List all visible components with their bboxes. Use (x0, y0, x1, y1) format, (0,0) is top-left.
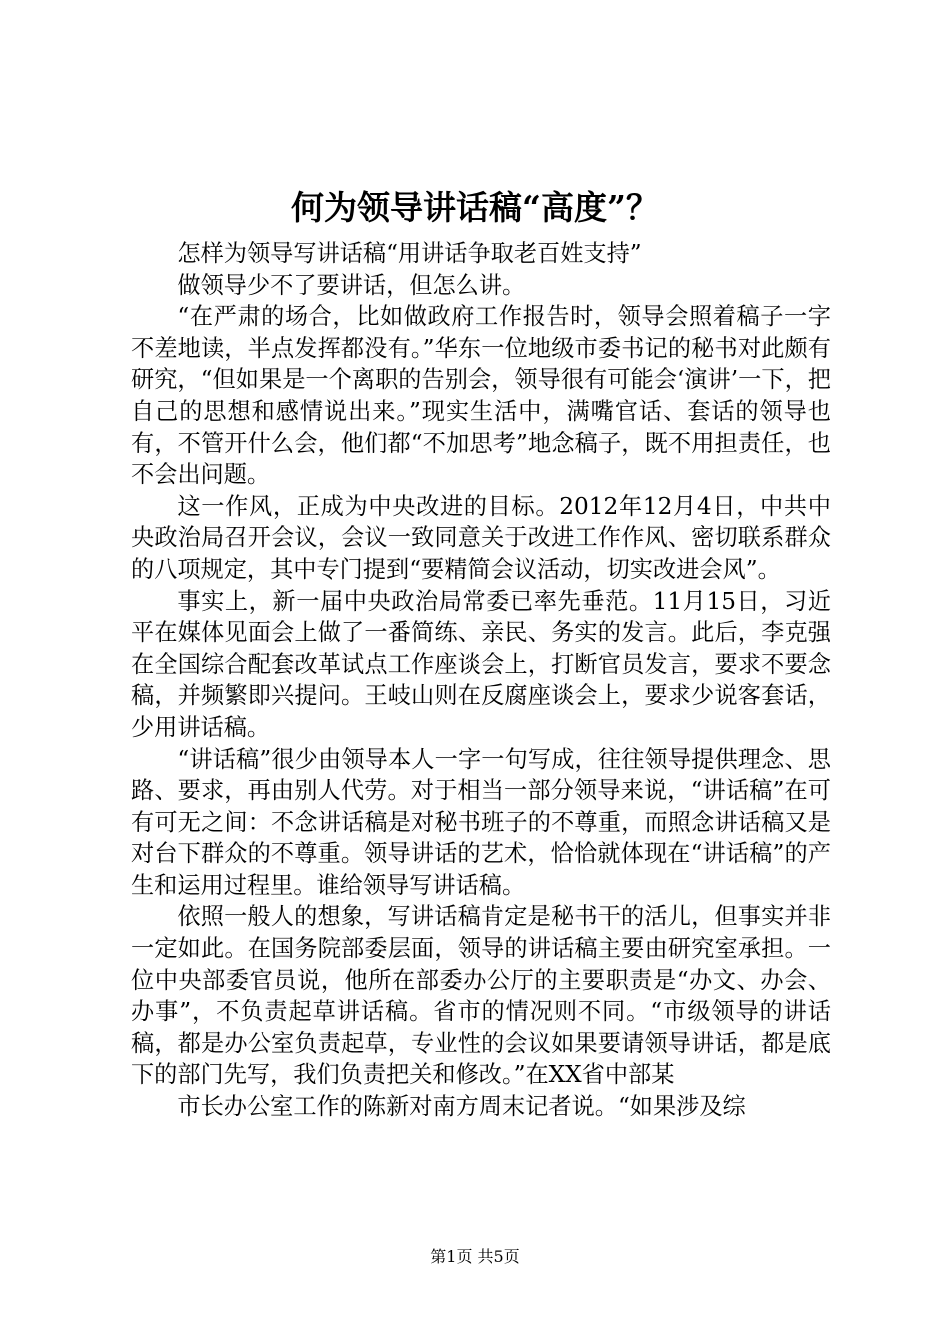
page-footer: 第1页 共5页 (430, 1247, 520, 1266)
paragraph: 怎样为领导写讲话稿“用讲话争取老百姓支持” (177, 240, 642, 267)
document-body (131, 238, 831, 1123)
paragraph: 市长办公室工作的陈新对南方周末记者说。“如果涉及综 (177, 1093, 746, 1121)
paragraph: 做领导少不了要讲话，但怎么讲。 (177, 271, 526, 299)
paragraph: “讲话稿”很少由领导本人一字一句写成，往往领导提供理念、思路、要求，再由别人代劳。对于相当一部分领导来说，“讲话稿”在可有可无之间：不念讲话稿是对秘书班子的不尊重，而照念讲话稿又是对台下群众的不尊重。领导讲话的艺术，恰恰就体现在“讲话稿”的产生和运用过程里。谁给领导写讲话稿。 (131, 745, 831, 899)
document-title: 何为领导讲话稿“高度”？ (291, 188, 659, 227)
paragraph: 依照一般人的想象，写讲话稿肯定是秘书干的活儿，但事实并非一定如此。在国务院部委层面，领导的讲话稿主要由研究室承担。一位中央部委官员说，他所在部委办公厅的主要职责是“办文、办会、办事”，不负责起草讲话稿。省市的情况则不同。“市级领导的讲话稿，都是办公室负责起草，专业性的会议如果要请领导讲话，都是底下的部门先写，我们负责把关和修改。”在XX省中部某 (131, 903, 831, 1089)
paragraph: “在严肃的场合，比如做政府工作报告时，领导会照着稿子一字不差地读，半点发挥都没有。”华东一位地级市委书记的秘书对此颇有研究，“但如果是一个离职的告别会，领导很有可能会‘演讲’一下，把自己的思想和感情说出来。”现实生活中，满嘴官话、套话的领导也有，不管开什么会，他们都“不加思考”地念稿子，既不用担责任，也不会出问题。 (131, 303, 831, 489)
paragraph: 这一作风，正成为中央改进的目标。2012年12月4日，中共中央政治局召开会议，会议一致同意关于改进工作作风、密切联系群众的八项规定，其中专门提到“要精简会议活动，切实改进会风”。 (131, 492, 831, 583)
paragraph: 事实上，新一届中央政治局常委已率先垂范。11月15日，习近平在媒体见面会上做了一番简练、亲民、务实的发言。此后，李克强在全国综合配套改革试点工作座谈会上，打断官员发言，要求不要念稿，并频繁即兴提问。王岐山则在反腐座谈会上，要求少说客套话，少用讲话稿。 (131, 587, 831, 741)
